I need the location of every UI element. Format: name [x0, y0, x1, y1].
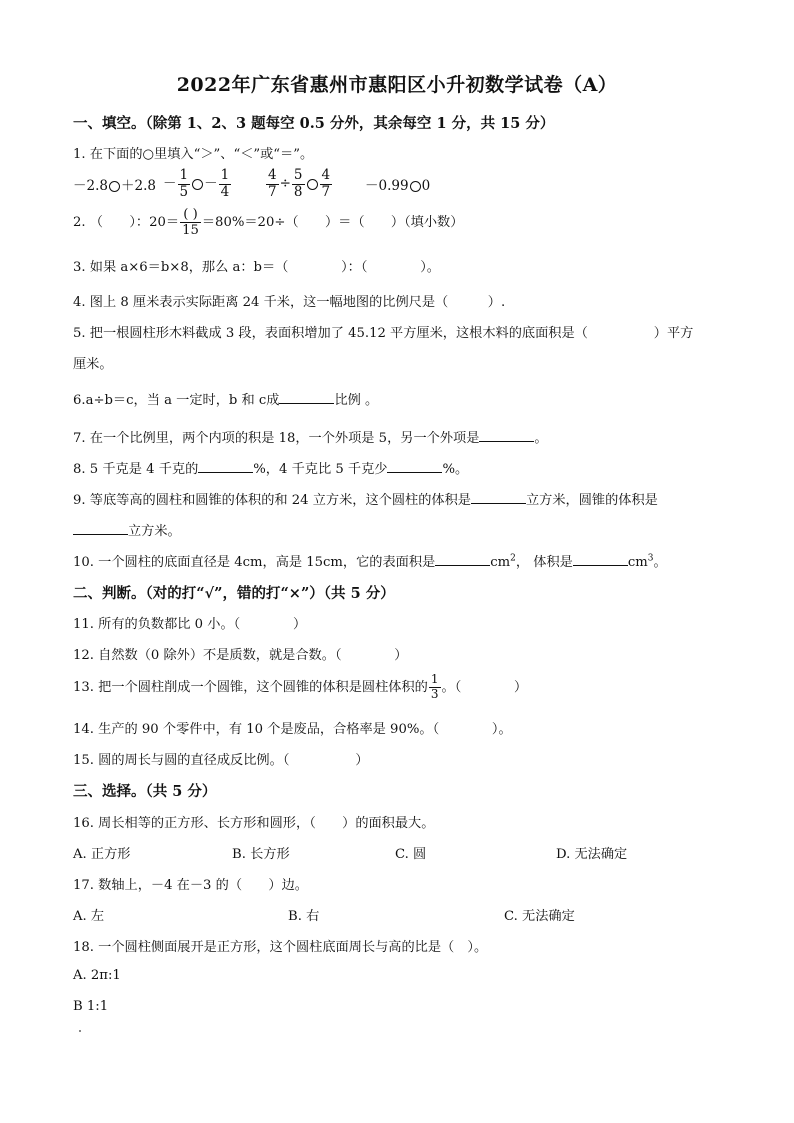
question-9-line-1 — [73, 489, 658, 508]
fraction-4-7-b — [320, 168, 333, 200]
expression-3 — [265, 168, 333, 200]
denominator: 7 — [321, 183, 331, 200]
option-b[interactable]: B 1:1 — [73, 999, 109, 1014]
fraction-1-3 — [429, 673, 441, 702]
denominator: 4 — [220, 183, 230, 200]
expression-4-right: 0 — [421, 178, 431, 194]
option-c[interactable]: C. 无法确定 — [504, 909, 575, 924]
option-a[interactable]: A. 左 — [73, 909, 105, 924]
answer-blank[interactable] — [479, 429, 534, 442]
section-3-heading: 三、选择。（共 5 分） — [73, 783, 217, 800]
compare-circle-1[interactable] — [109, 181, 120, 192]
numerator: 4 — [321, 167, 331, 183]
question-15: 15. 圆的周长与圆的直径成反比例。（ ） — [73, 753, 369, 768]
section-1-heading: 一、填空。（除第 1、2、3 题每空 0.5 分外，其余每空 1 分，共 15 分） — [73, 115, 555, 132]
answer-blank[interactable] — [435, 553, 490, 566]
option-d[interactable]: D. 无法确定 — [556, 847, 628, 862]
answer-blank[interactable] — [387, 460, 442, 473]
question-10 — [73, 551, 667, 570]
fraction-1-5 — [178, 168, 191, 200]
numerator: 1 — [430, 672, 439, 686]
superscript-2: 2 — [510, 553, 516, 564]
compare-circle-2[interactable] — [192, 179, 203, 190]
option-c[interactable]: C. 圆 — [395, 847, 427, 862]
answer-blank[interactable] — [471, 491, 526, 504]
question-1-text: 1. 在下面的○里填入“＞”、“＜”或“＝”。 — [73, 147, 314, 162]
question-13-pre: 13. 把一个圆柱削成一个圆锥，这个圆锥的体积是圆柱体积的 — [73, 679, 428, 695]
question-8 — [73, 458, 468, 477]
expression-4-left: －0.99 — [365, 178, 409, 194]
question-10-mid: ， 体积是 — [515, 555, 573, 570]
question-13 — [73, 673, 527, 702]
question-16: 16. 周长相等的正方形、长方形和圆形，（ ）的面积最大。 — [73, 816, 435, 831]
question-7-post: 。 — [534, 431, 548, 446]
exam-title: 2022年广东省惠州市惠阳区小升初数学试卷（A） — [176, 74, 618, 96]
minus-sign: － — [163, 175, 177, 192]
question-5-line-2: 厘米。 — [73, 357, 113, 372]
option-a[interactable]: A. 正方形 — [73, 847, 131, 862]
numerator: 4 — [268, 167, 277, 183]
question-7 — [73, 427, 548, 446]
numerator: 5 — [293, 167, 303, 183]
question-6-pre: 6.a÷b＝c，当 a 一定时，b 和 c成 — [73, 393, 280, 408]
unit-cm: cm — [627, 555, 648, 570]
answer-blank[interactable] — [198, 460, 253, 473]
question-2 — [73, 207, 463, 238]
fraction-5-8 — [292, 168, 305, 200]
option-b[interactable]: B. 长方形 — [232, 847, 290, 862]
question-6-post: 比例 。 — [334, 393, 379, 408]
stray-dot — [79, 1030, 81, 1032]
fraction-4-7 — [266, 168, 279, 200]
answer-blank[interactable] — [73, 522, 128, 535]
question-18: 18. 一个圆柱侧面展开是正方形，这个圆柱底面周长与高的比是（ ）。 — [73, 940, 488, 955]
question-2-post: ＝80%＝20÷（ ）＝（ ）（填小数） — [201, 215, 464, 231]
question-8-pre: 8. 5 千克是 4 千克的 — [73, 462, 199, 477]
denominator: 5 — [179, 183, 189, 200]
numerator: ( ) — [180, 207, 201, 223]
fraction-1-4 — [219, 168, 232, 200]
compare-circle-4[interactable] — [410, 181, 421, 192]
option-a[interactable]: A. 2π:1 — [73, 968, 121, 983]
denominator: 8 — [293, 183, 303, 200]
question-6 — [73, 389, 378, 408]
question-9-post: 立方米。 — [128, 524, 181, 539]
unit-cm: cm — [490, 555, 511, 570]
answer-blank[interactable] — [573, 553, 628, 566]
question-11: 11. 所有的负数都比 0 小。（ ） — [73, 617, 307, 632]
compare-circle-3[interactable] — [307, 179, 318, 190]
option-b[interactable]: B. 右 — [288, 909, 320, 924]
question-14: 14. 生产的 90 个零件中，有 10 个是废品，合格率是 90%。（ ）。 — [73, 722, 512, 737]
denominator: 7 — [268, 183, 277, 200]
superscript-3: 3 — [647, 553, 654, 564]
expression-4 — [365, 174, 430, 194]
question-8-post: %。 — [442, 462, 469, 477]
answer-blank[interactable] — [279, 391, 334, 404]
denominator: 3 — [430, 686, 439, 701]
expression-2 — [163, 168, 232, 200]
question-9-pre: 9. 等底等高的圆柱和圆锥的体积的和 24 立方米，这个圆柱的体积是 — [73, 493, 471, 508]
question-5-line-1: 5. 把一根圆柱形木料截成 3 段，表面积增加了 45.12 平方厘米，这根木料的底面积是（ ）平方 — [73, 326, 694, 341]
question-12: 12. 自然数（0 除外）不是质数，就是合数。（ ） — [73, 648, 408, 663]
numerator: 1 — [179, 167, 189, 183]
question-10-post: 。 — [653, 555, 667, 570]
divide-sign: ÷ — [279, 175, 291, 192]
question-7-pre: 7. 在一个比例里，两个内项的积是 18，一个外项是 5，另一个外项是 — [73, 431, 480, 446]
expression-1-left: －2.8 — [73, 178, 108, 194]
question-8-mid: %，4 千克比 5 千克少 — [253, 462, 388, 477]
question-9-mid: 立方米，圆锥的体积是 — [526, 493, 658, 508]
expression-1 — [73, 174, 156, 194]
question-3: 3. 如果 a×6＝b×8，那么 a：b＝（ ）：（ ）。 — [73, 260, 440, 275]
question-9-line-2 — [73, 520, 181, 539]
numerator: 1 — [220, 167, 230, 183]
question-17: 17. 数轴上，－4 在－3 的（ ）边。 — [73, 878, 308, 893]
question-4: 4. 图上 8 厘米表示实际距离 24 千米，这一幅地图的比例尺是（ ）. — [73, 295, 506, 310]
denominator: 15 — [182, 223, 199, 239]
minus-sign: － — [204, 175, 218, 192]
question-13-post: 。（ ） — [441, 679, 528, 695]
expression-1-right: ＋2.8 — [120, 178, 156, 194]
section-2-heading: 二、判断。（对的打“√”，错的打“×”）（共 5 分） — [73, 585, 395, 602]
question-10-pre: 10. 一个圆柱的底面直径是 4cm，高是 15cm，它的表面积是 — [73, 555, 436, 570]
question-2-pre: 2. （ ）：20＝ — [73, 215, 180, 231]
question-2-fraction — [180, 207, 201, 238]
